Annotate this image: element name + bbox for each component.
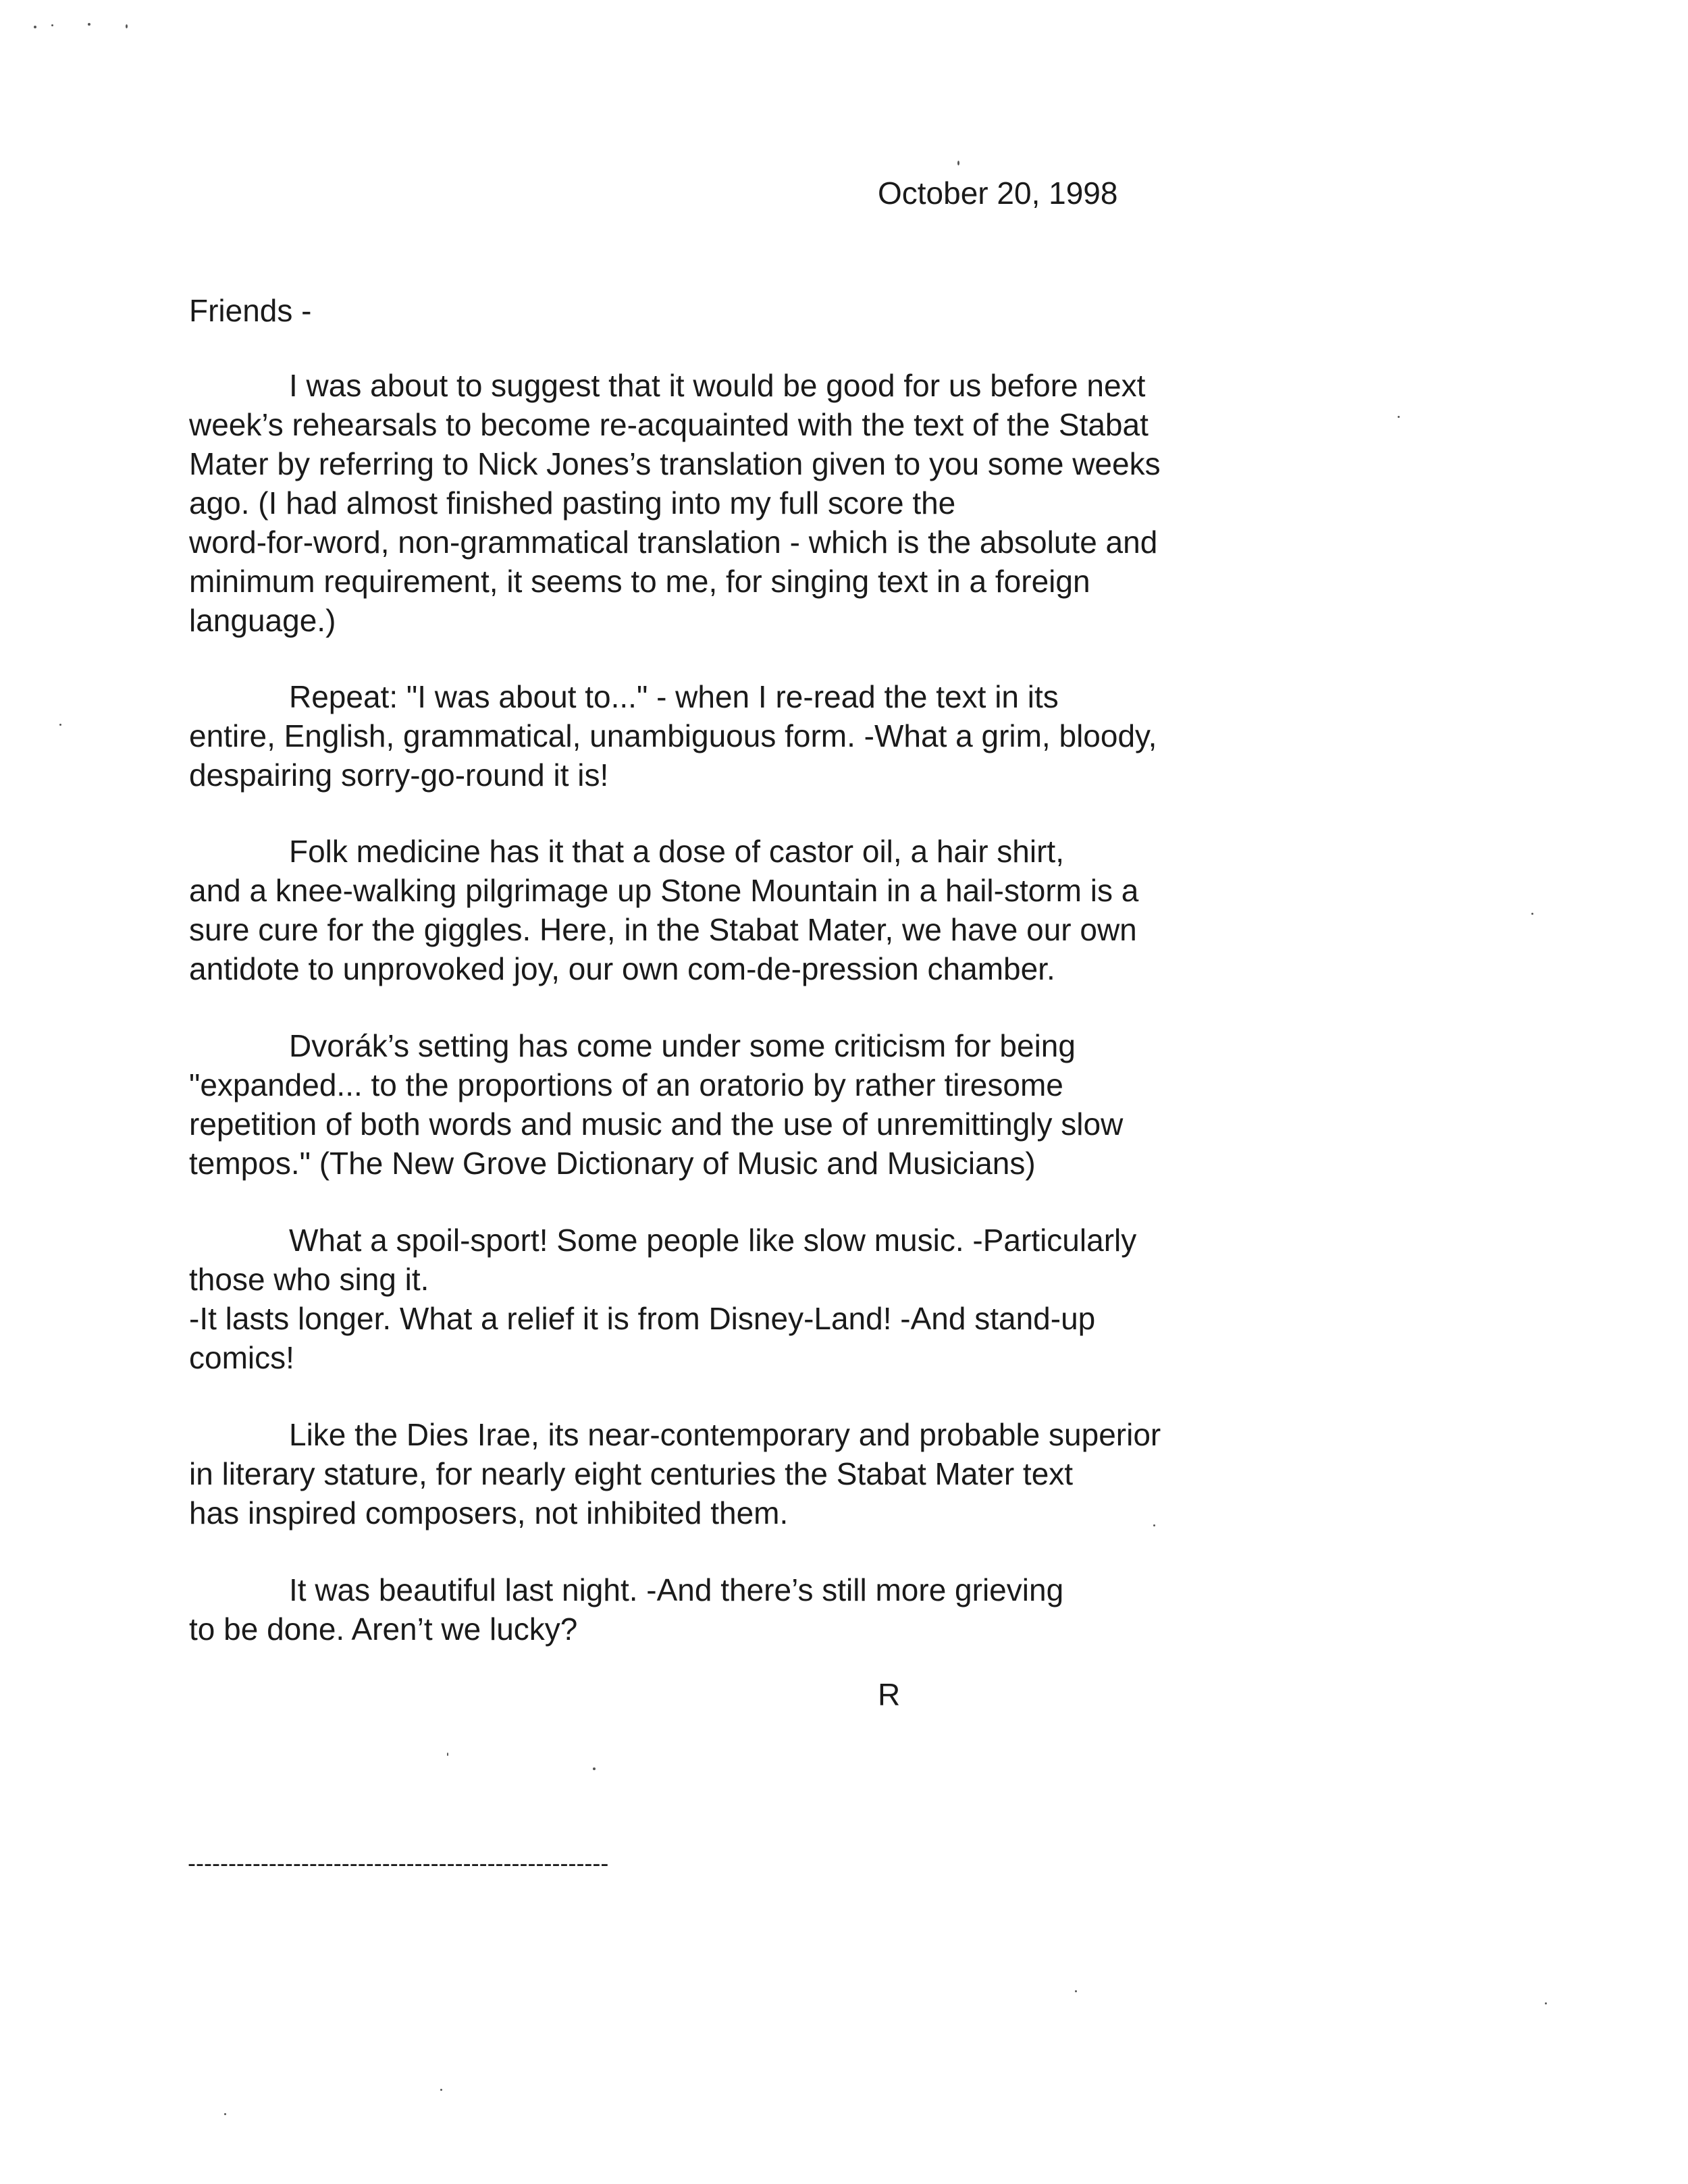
scan-speck — [1545, 2002, 1547, 2004]
scan-speck — [59, 724, 61, 726]
scan-speck — [593, 1767, 596, 1770]
paragraph-line: despairing sorry-go-round it is! — [189, 757, 609, 793]
scan-speck — [126, 24, 128, 28]
paragraph-line: tempos." (The New Grove Dictionary of Music and Musicians) — [189, 1146, 1036, 1181]
paragraph-line: "expanded... to the proportions of an oratorio by rather tiresome — [189, 1067, 1063, 1102]
paragraph-line: Folk medicine has it that a dose of castor oil, a hair shirt, — [289, 834, 1064, 869]
paragraph-line: week’s rehearsals to become re-acquainted with the text of the Stabat — [189, 407, 1149, 442]
paragraph-line: What a spoil-sport! Some people like slow music. -Particularly — [289, 1223, 1137, 1258]
scan-speck — [440, 2089, 442, 2091]
paragraph-line: I was about to suggest that it would be good for us before next — [289, 368, 1146, 403]
paragraph-line: language.) — [189, 603, 336, 638]
scan-speck — [1531, 913, 1533, 915]
scan-speck — [957, 161, 959, 165]
paragraph-line: ago. (I had almost finished pasting into my full score the — [189, 485, 956, 521]
scan-speck — [224, 2113, 226, 2115]
paragraph-line: those who sing it. — [189, 1262, 429, 1297]
paragraph-line: to be done. Aren’t we lucky? — [189, 1612, 578, 1647]
scan-speck — [88, 23, 90, 26]
paragraph-line: Dvorák’s setting has come under some criticism for being — [289, 1028, 1076, 1063]
paragraph-line: It was beautiful last night. -And there’s still more grieving — [289, 1572, 1064, 1607]
signature: R — [878, 1677, 901, 1712]
scan-speck — [1153, 1524, 1155, 1526]
paragraph-line: Like the Dies Irae, its near-contemporary and probable superior — [289, 1417, 1161, 1452]
paragraph-line: word-for-word, non-grammatical translation - which is the absolute and — [189, 525, 1158, 560]
paragraph-line: and a knee-walking pilgrimage up Stone Mountain in a hail-storm is a — [189, 873, 1139, 908]
paragraph-line: minimum requirement, it seems to me, for singing text in a foreign — [189, 564, 1090, 599]
scan-speck — [34, 26, 36, 28]
dashed-rule: ---------------------------------------------------- — [188, 1850, 609, 1877]
paragraph-line: Repeat: "I was about to..." - when I re-read the text in its — [289, 679, 1059, 714]
paragraph-line: has inspired composers, not inhibited them. — [189, 1495, 789, 1530]
paragraph-line: comics! — [189, 1340, 294, 1375]
paragraph-line: -It lasts longer. What a relief it is from Disney-Land! -And stand-up — [189, 1301, 1096, 1336]
paragraph-line: repetition of both words and music and the use of unremittingly slow — [189, 1107, 1124, 1142]
letter-date: October 20, 1998 — [878, 176, 1118, 211]
salutation: Friends - — [189, 293, 312, 328]
paragraph-line: entire, English, grammatical, unambiguous form. -What a grim, bloody, — [189, 718, 1157, 753]
scan-speck — [51, 24, 53, 26]
scan-speck — [1398, 416, 1400, 418]
paragraph-line: Mater by referring to Nick Jones’s translation given to you some weeks — [189, 446, 1161, 481]
paragraph-line: in literary stature, for nearly eight centuries the Stabat Mater text — [189, 1456, 1074, 1491]
paragraph-line: antidote to unprovoked joy, our own com-de-pression chamber. — [189, 951, 1055, 986]
scan-speck — [1075, 1990, 1077, 1992]
paragraph-line: sure cure for the giggles. Here, in the Stabat Mater, we have our own — [189, 912, 1137, 947]
scan-speck — [447, 1753, 448, 1756]
